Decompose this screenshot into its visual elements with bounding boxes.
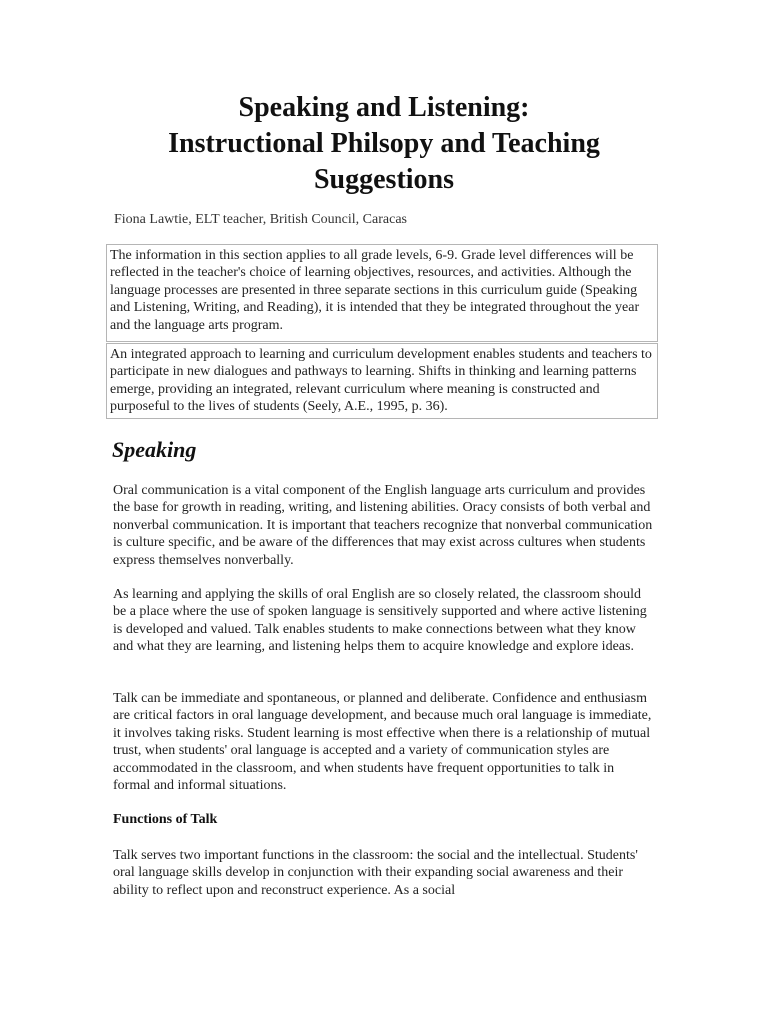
title-line-3: Suggestions — [313, 164, 455, 195]
author-byline: Fiona Lawtie, ELT teacher, British Council, Caracas — [114, 212, 407, 227]
info-box-text: The information in this section applies to all grade levels, 6-9. Grade level differences will be reflected in the teacher's choice of learning objectives, resources, and activities. Although the language processes are presented in three separate sections in this curriculum guide (Speaking and Listening, Writing, and Reading), it is intended that they be integrated throughout the year and the language arts program. — [110, 248, 640, 333]
title-line-1: Speaking and Listening: — [238, 92, 530, 123]
paragraph-oral-communication: Oral communication is a vital component of the English language arts curriculum and provides the base for growth in reading, writing, and listening abilities. Oracy consists of both verbal and nonverbal communication. It is important that teachers recognize that nonverbal communication is culture specific, and be aware of the differences that may exist across cultures when students express themselves nonverbally. — [113, 483, 653, 568]
info-box-integrated-approach — [106, 343, 658, 419]
info-box-text: An integrated approach to learning and curriculum development enables students and teachers to participate in new dialogues and pathways to learning. Shifts in thinking and learning patterns emerge, providing an integrated, relevant curriculum where meaning is constructed and purposeful to the lives of students (Seely, A.E., 1995, p. 36). — [110, 347, 652, 415]
paragraph-talk: Talk can be immediate and spontaneous, or planned and deliberate. Confidence and enthusiasm are critical factors in oral language development, and because much oral language is immediate, it involves taking risks. Student learning is most effective when there is a relationship of mutual trust, when students' oral language is accepted and a variety of communication styles are accommodated in the classroom, and when students have frequent opportunities to talk in formal and informal situations. — [113, 691, 652, 794]
section-heading-speaking: Speaking — [112, 437, 197, 462]
paragraph-oral-english: As learning and applying the skills of oral English are so closely related, the classroom should be a place where the use of spoken language is sensitively supported and where active listening is developed and valued. Talk enables students to make connections between what they know and what they are learning, and listening helps them to acquire knowledge and explore ideas. — [113, 587, 647, 655]
title-line-2: Instructional Philsopy and Teaching — [168, 128, 600, 159]
page-title — [100, 90, 668, 198]
info-box-grade-levels — [106, 244, 658, 342]
paragraph-functions: Talk serves two important functions in the classroom: the social and the intellectual. Students' oral language skills develop in conjunction with their expanding social awareness and their ability to reflect upon and reconstruct experience. As a social — [113, 848, 638, 898]
subheading-functions-of-talk: Functions of Talk — [113, 812, 218, 827]
